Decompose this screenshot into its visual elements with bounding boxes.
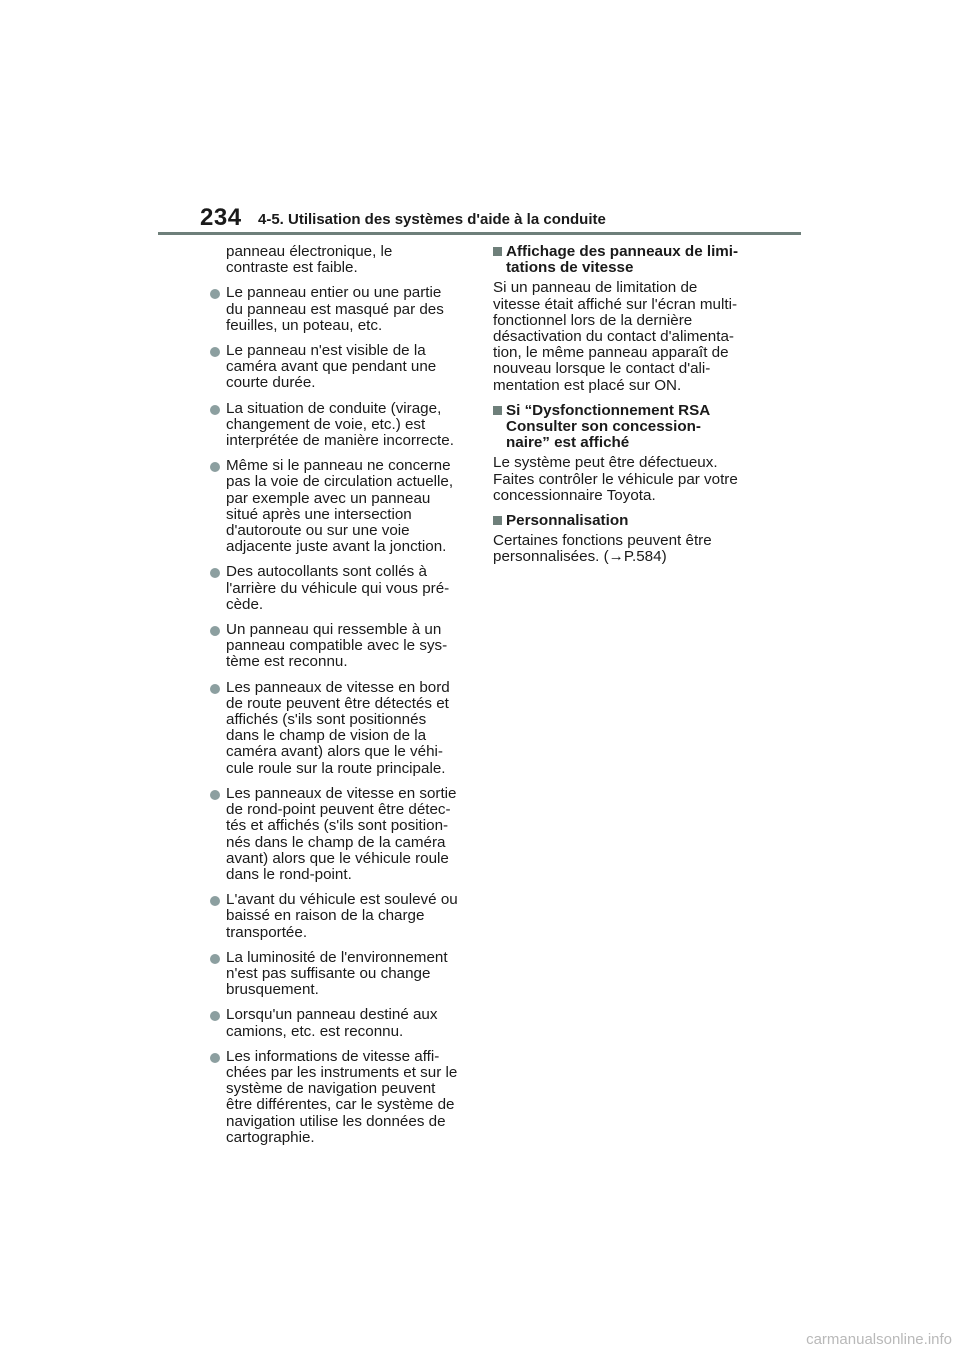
bullet-icon xyxy=(210,568,220,578)
section-heading-text: Personnalisation xyxy=(506,512,629,530)
bullet-item xyxy=(210,950,472,999)
bullet-text: Même si le panneau ne concerne pas la voie de circulation actuelle, par exemple avec un panneau situé après une intersection d'autoroute ou sur une voie adjacente juste avant la jonction. xyxy=(226,457,454,556)
section-body: Le système peut être défectueux. Faites contrôler le véhicule par votre concessionnaire Toyota. xyxy=(493,454,738,504)
square-icon xyxy=(493,516,502,525)
right-column xyxy=(493,244,763,575)
bullet-item xyxy=(210,564,472,613)
bullet-item xyxy=(210,786,472,883)
bullet-icon xyxy=(210,896,220,906)
watermark: carmanualsonline.info xyxy=(806,1331,952,1348)
bullet-text: Les panneaux de vitesse en sortie de rond-point peuvent être détec- tés et affichés (s'ils sont position- nés dans le champ de la caméra avant) alors que le véhicule roule dans le rond-point. xyxy=(226,784,457,883)
bullet-icon xyxy=(210,347,220,357)
bullet-item xyxy=(210,892,472,941)
bullet-icon xyxy=(210,405,220,415)
bullet-icon xyxy=(210,790,220,800)
bullet-text: La luminosité de l'environnement n'est pas suffisante ou change brusquement. xyxy=(226,948,448,999)
bullet-text: Un panneau qui ressemble à un panneau compatible avec le sys- tème est reconnu. xyxy=(226,621,448,671)
bullet-item xyxy=(210,458,472,555)
bullet-list xyxy=(210,285,472,1146)
bullet-text: Le panneau entier ou une partie du panneau est masqué par des feuilles, un poteau, etc. xyxy=(226,284,444,334)
bullet-text: L'avant du véhicule est soulevé ou baissé en raison de la charge transportée. xyxy=(226,891,458,941)
left-column xyxy=(210,244,472,1155)
page-number: 234 xyxy=(200,204,242,231)
bullet-item xyxy=(210,1007,472,1039)
bullet-item xyxy=(210,1049,472,1146)
square-icon xyxy=(493,247,502,256)
bullet-icon xyxy=(210,954,220,964)
section-body: Certaines fonctions peuvent être personnalisées. (→P.584) xyxy=(493,532,712,566)
bullet-item xyxy=(210,622,472,671)
bullet-item xyxy=(210,680,472,777)
bullet-icon xyxy=(210,626,220,636)
bullet-text: Des autocollants sont collés à l'arrière du véhicule qui vous pré- cède. xyxy=(226,563,450,613)
bullet-text: Les informations de vitesse affi- chées par les instruments et sur le système de navigation peuvent être différentes, car le système de navigation utilise les données de cartographie. xyxy=(226,1047,458,1146)
bullet-item xyxy=(210,285,472,334)
bullet-icon xyxy=(210,1011,220,1021)
section-heading-text: Affichage des panneaux de limi- tations de vitesse xyxy=(506,243,739,277)
section-heading xyxy=(493,513,763,529)
bullet-text: Les panneaux de vitesse en bord de route peuvent être détectés et affichés (s'ils sont positionnés dans le champ de vision de la caméra avant) alors que le véhi- cule roule sur la route principale. xyxy=(226,678,450,777)
section-list xyxy=(493,244,763,566)
square-icon xyxy=(493,406,502,415)
section-heading xyxy=(493,403,763,452)
bullet-item xyxy=(210,343,472,392)
bullet-icon xyxy=(210,1053,220,1063)
section-heading xyxy=(493,244,763,276)
header-rule xyxy=(158,232,801,235)
section-body: Si un panneau de limitation de vitesse était affiché sur l'écran multi- fonctionnel lors de la dernière désactivation du contact d'alimenta- tion, le même panneau apparaît de nouveau lorsque le contact d'ali- mentation est placé sur ON. xyxy=(493,279,738,394)
section-title: 4-5. Utilisation des systèmes d'aide à la conduite xyxy=(258,211,606,228)
bullet-icon xyxy=(210,684,220,694)
bullet-text: Le panneau n'est visible de la caméra avant que pendant une courte durée. xyxy=(226,342,437,392)
bullet-icon xyxy=(210,462,220,472)
section-heading-text: Si “Dysfonctionnement RSA Consulter son concession- naire” est affiché xyxy=(506,401,711,452)
continuation-text: panneau électronique, le contraste est faible. xyxy=(226,243,393,277)
bullet-icon xyxy=(210,289,220,299)
bullet-text: La situation de conduite (virage, changement de voie, etc.) est interprétée de manière incorrecte. xyxy=(226,399,454,450)
bullet-item xyxy=(210,401,472,450)
bullet-text: Lorsqu'un panneau destiné aux camions, etc. est reconnu. xyxy=(226,1006,438,1040)
